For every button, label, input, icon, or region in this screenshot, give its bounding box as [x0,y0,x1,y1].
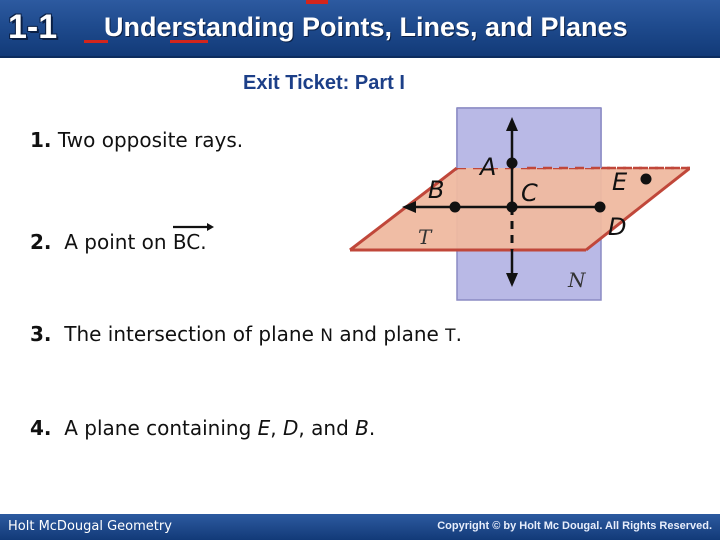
overline-arrow-icon [171,222,215,232]
question-1 [30,128,243,152]
footer-bar [0,514,720,540]
page-title: Understanding Points, Lines, and Planes [104,12,628,42]
question-3: 3. The intersection of plane N and plane T. [30,322,462,346]
question-text: A point on [64,230,173,254]
question-number: 2. [30,230,52,254]
label-c: C [521,179,538,207]
question-2: 2. A point on BC. [30,230,207,254]
decorative-red-mark [306,0,328,4]
label-d: D [608,213,627,241]
point-e [641,174,652,185]
label-plane-t: T [418,225,432,249]
point-a [507,158,518,169]
plane-t-label: T [445,326,456,346]
header-bar [0,0,720,58]
ray-notation: BC [173,230,200,254]
planes-figure [340,105,690,305]
question-4: 4. A plane containing E, D, and B. [30,416,376,440]
publisher-label: Holt McDougal Geometry [8,519,172,534]
question-text: Two opposite rays. [57,128,244,152]
question-number: 4. [30,416,52,440]
section-subtitle: Exit Ticket: Part I [243,72,405,94]
question-number: 3. [30,322,52,346]
label-plane-n: N [568,268,586,292]
label-b: B [428,176,445,204]
label-a: A [480,153,497,181]
point-d [595,202,606,213]
lesson-number: 1-1 [8,8,58,46]
point-c [507,202,518,213]
label-e: E [612,168,628,196]
question-number: 1. [30,128,52,152]
point-b [450,202,461,213]
plane-n-label: N [320,326,333,346]
copyright-text: Copyright © by Holt Mc Dougal. All Rights Reserved. [437,520,712,532]
